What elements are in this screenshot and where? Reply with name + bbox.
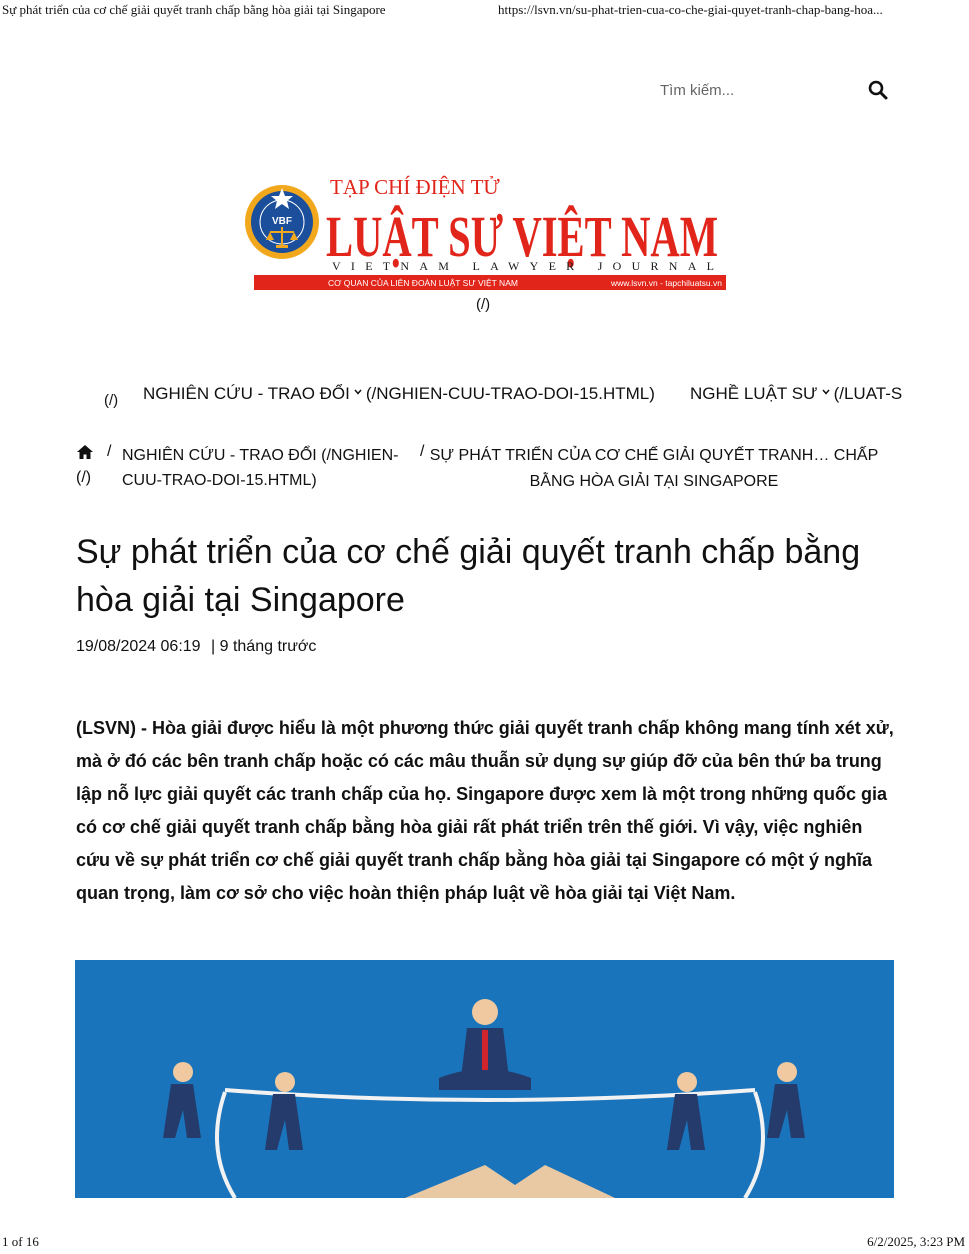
breadcrumb-current: SỰ PHÁT TRIỂN CỦA CƠ CHẾ GIẢI QUYẾT TRANH… CHẤP BẰNG HÒA GIẢI TẠI SINGAPORE — [429, 447, 879, 490]
sapo-text: Hòa giải được hiểu là một phương thức giải quyết tranh chấp không mang tính xét xử, mà ở đó các bên tranh chấp hoặc có các mâu thuẫn sử dụng sự giúp đỡ của bên thứ ba trung lập nỗ lực giải quyết các tranh chấp của họ. Singapore được xem là một trong những quốc gia có cơ chế giải quyết tranh chấp bằng hòa giải rất phát triển trên thế giới. Vì vậy, việc nghiên cứu về sự phát triển cơ chế giải quyết tranh chấp bằng hòa giải tại Singapore có một ý nghĩa quan trọng, làm cơ sở cho việc hoàn thiện pháp luật về hòa giải tại Việt Nam. — [76, 718, 894, 903]
search-box — [660, 78, 890, 102]
breadcrumb-home-link[interactable]: (/) — [76, 469, 92, 486]
print-page-url: https://lsvn.vn/su-phat-trien-cua-co-che-giai-quyet-tranh-chap-bang-hoa... — [498, 2, 883, 17]
nav-home-link[interactable]: (/) — [104, 392, 119, 409]
logo-name: LUẬT SƯ VIỆT NAM — [326, 204, 718, 269]
nav-item-label: NGHỀ LUẬT SƯ — [690, 384, 818, 403]
nav-item-label: NGHIÊN CỨU - TRAO ĐỔI — [143, 384, 350, 403]
nav-item-href: (/LUAT-S — [833, 384, 903, 403]
article-relative-time: | 9 tháng trước — [211, 638, 317, 655]
logo-top-line: TẠP CHÍ ĐIỆN TỬ — [330, 175, 500, 199]
logo-english: VIETNAM LAWYER JOURNAL — [332, 259, 714, 273]
logo-band-right: www.lsvn.vn - tapchiluatsu.vn — [610, 278, 722, 288]
nav-item-href: (/NGHIEN-CUU-TRAO-DOI-15.HTML) — [365, 384, 655, 403]
hero-image — [75, 960, 894, 1198]
site-logo[interactable] — [240, 170, 730, 294]
logo-band-left: CƠ QUAN CỦA LIÊN ĐOÀN LUẬT SƯ VIỆT NAM — [328, 278, 518, 288]
main-nav — [100, 380, 912, 420]
breadcrumb-category[interactable]: NGHIÊN CỨU - TRAO ĐỔI (/NGHIEN-CUU-TRAO-DOI-15.HTML) — [122, 447, 399, 489]
breadcrumb-separator: / — [107, 443, 112, 460]
print-page-title: Sự phát triển của cơ chế giải quyết tranh chấp bằng hòa giải tại Singapore — [2, 2, 386, 17]
nav-item-nghe-luat-su[interactable] — [690, 384, 902, 404]
chevron-down-icon — [822, 388, 830, 396]
print-footer — [0, 1234, 969, 1252]
article-title: Sự phát triển của cơ chế giải quyết tranh chấp bằng hòa giải tại Singapore — [76, 533, 861, 619]
nav-item-nghien-cuu[interactable] — [143, 384, 655, 404]
vbf-seal — [245, 185, 319, 259]
logo-link-caption[interactable]: (/) — [476, 296, 491, 313]
article-date: 19/08/2024 06:19 — [76, 638, 201, 655]
print-header — [0, 2, 969, 20]
breadcrumb-separator: / — [420, 443, 425, 460]
print-datetime: 6/2/2025, 3:23 PM — [867, 1234, 965, 1249]
print-page-number: 1 of 16 — [2, 1234, 39, 1249]
search-icon[interactable] — [868, 80, 888, 100]
article-sapo — [76, 712, 896, 910]
breadcrumb — [76, 440, 896, 496]
home-icon[interactable] — [76, 444, 94, 460]
sapo-lead: (LSVN) - — [76, 718, 152, 738]
search-input[interactable] — [660, 78, 850, 102]
seal-text: VBF — [272, 216, 292, 227]
chevron-down-icon — [354, 388, 362, 396]
article-meta — [76, 638, 316, 656]
